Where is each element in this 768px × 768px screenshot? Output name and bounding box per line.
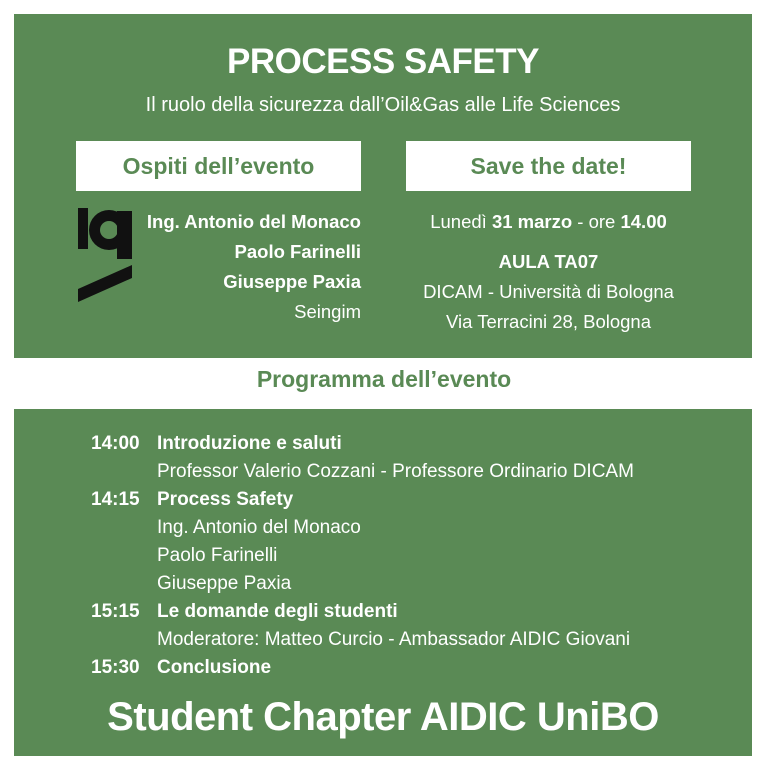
event-room: AULA TA07 — [498, 251, 599, 272]
event-details — [406, 207, 691, 337]
schedule-detail-row — [91, 514, 634, 542]
schedule-time: 15:30 — [91, 657, 140, 678]
schedule-detail-row — [91, 570, 634, 598]
event-datetime — [406, 207, 691, 237]
seingim-logo-icon — [76, 207, 134, 302]
schedule-time: 14:15 — [91, 489, 140, 510]
program-heading: Programma dell’evento — [256, 366, 512, 392]
schedule-detail: Professor Valerio Cozzani - Professore Ordinario DICAM — [157, 461, 634, 482]
event-time: 14.00 — [620, 211, 667, 232]
schedule-detail: Paolo Farinelli — [157, 545, 278, 566]
page-subtitle: Il ruolo della sicurezza dall’Oil&Gas alle Life Sciences — [145, 94, 621, 116]
schedule-detail: Giuseppe Paxia — [157, 573, 292, 594]
bottom-panel — [14, 409, 752, 756]
schedule-title: Le domande degli studenti — [157, 601, 398, 622]
schedule-title: Process Safety — [157, 489, 294, 510]
event-address: Via Terracini 28, Bologna — [445, 311, 651, 332]
top-panel — [14, 14, 752, 358]
guest-name: Ing. Antonio del Monaco — [146, 211, 361, 232]
schedule-time: 14:00 — [91, 433, 140, 454]
schedule-title: Conclusione — [157, 657, 272, 678]
guests-heading: Ospiti dell’evento — [76, 141, 361, 191]
schedule-time: 15:15 — [91, 601, 140, 622]
guest-company: Seingim — [294, 301, 361, 322]
guest-name: Giuseppe Paxia — [223, 271, 361, 292]
save-the-date-heading: Save the date! — [406, 141, 691, 191]
footer-title: Student Chapter AIDIC UniBO — [107, 695, 659, 739]
guest-name: Paolo Farinelli — [234, 241, 361, 262]
schedule-detail-row — [91, 542, 634, 570]
schedule-row — [91, 598, 634, 626]
event-dept: DICAM - Università di Bologna — [423, 281, 674, 302]
schedule-row — [91, 430, 634, 458]
schedule-title: Introduzione e saluti — [157, 433, 342, 454]
schedule — [91, 430, 634, 682]
schedule-row — [91, 486, 634, 514]
schedule-detail: Moderatore: Matteo Curcio - Ambassador AIDIC Giovani — [157, 629, 631, 650]
guest-list — [147, 207, 361, 327]
event-time-sep: - ore — [577, 211, 616, 232]
event-date: 31 marzo — [491, 211, 573, 232]
schedule-row — [91, 654, 634, 682]
event-day: Lunedì — [430, 211, 487, 232]
schedule-detail-row — [91, 458, 634, 486]
schedule-detail: Ing. Antonio del Monaco — [157, 517, 361, 538]
schedule-detail-row — [91, 626, 634, 654]
page-title: PROCESS SAFETY — [227, 42, 539, 81]
